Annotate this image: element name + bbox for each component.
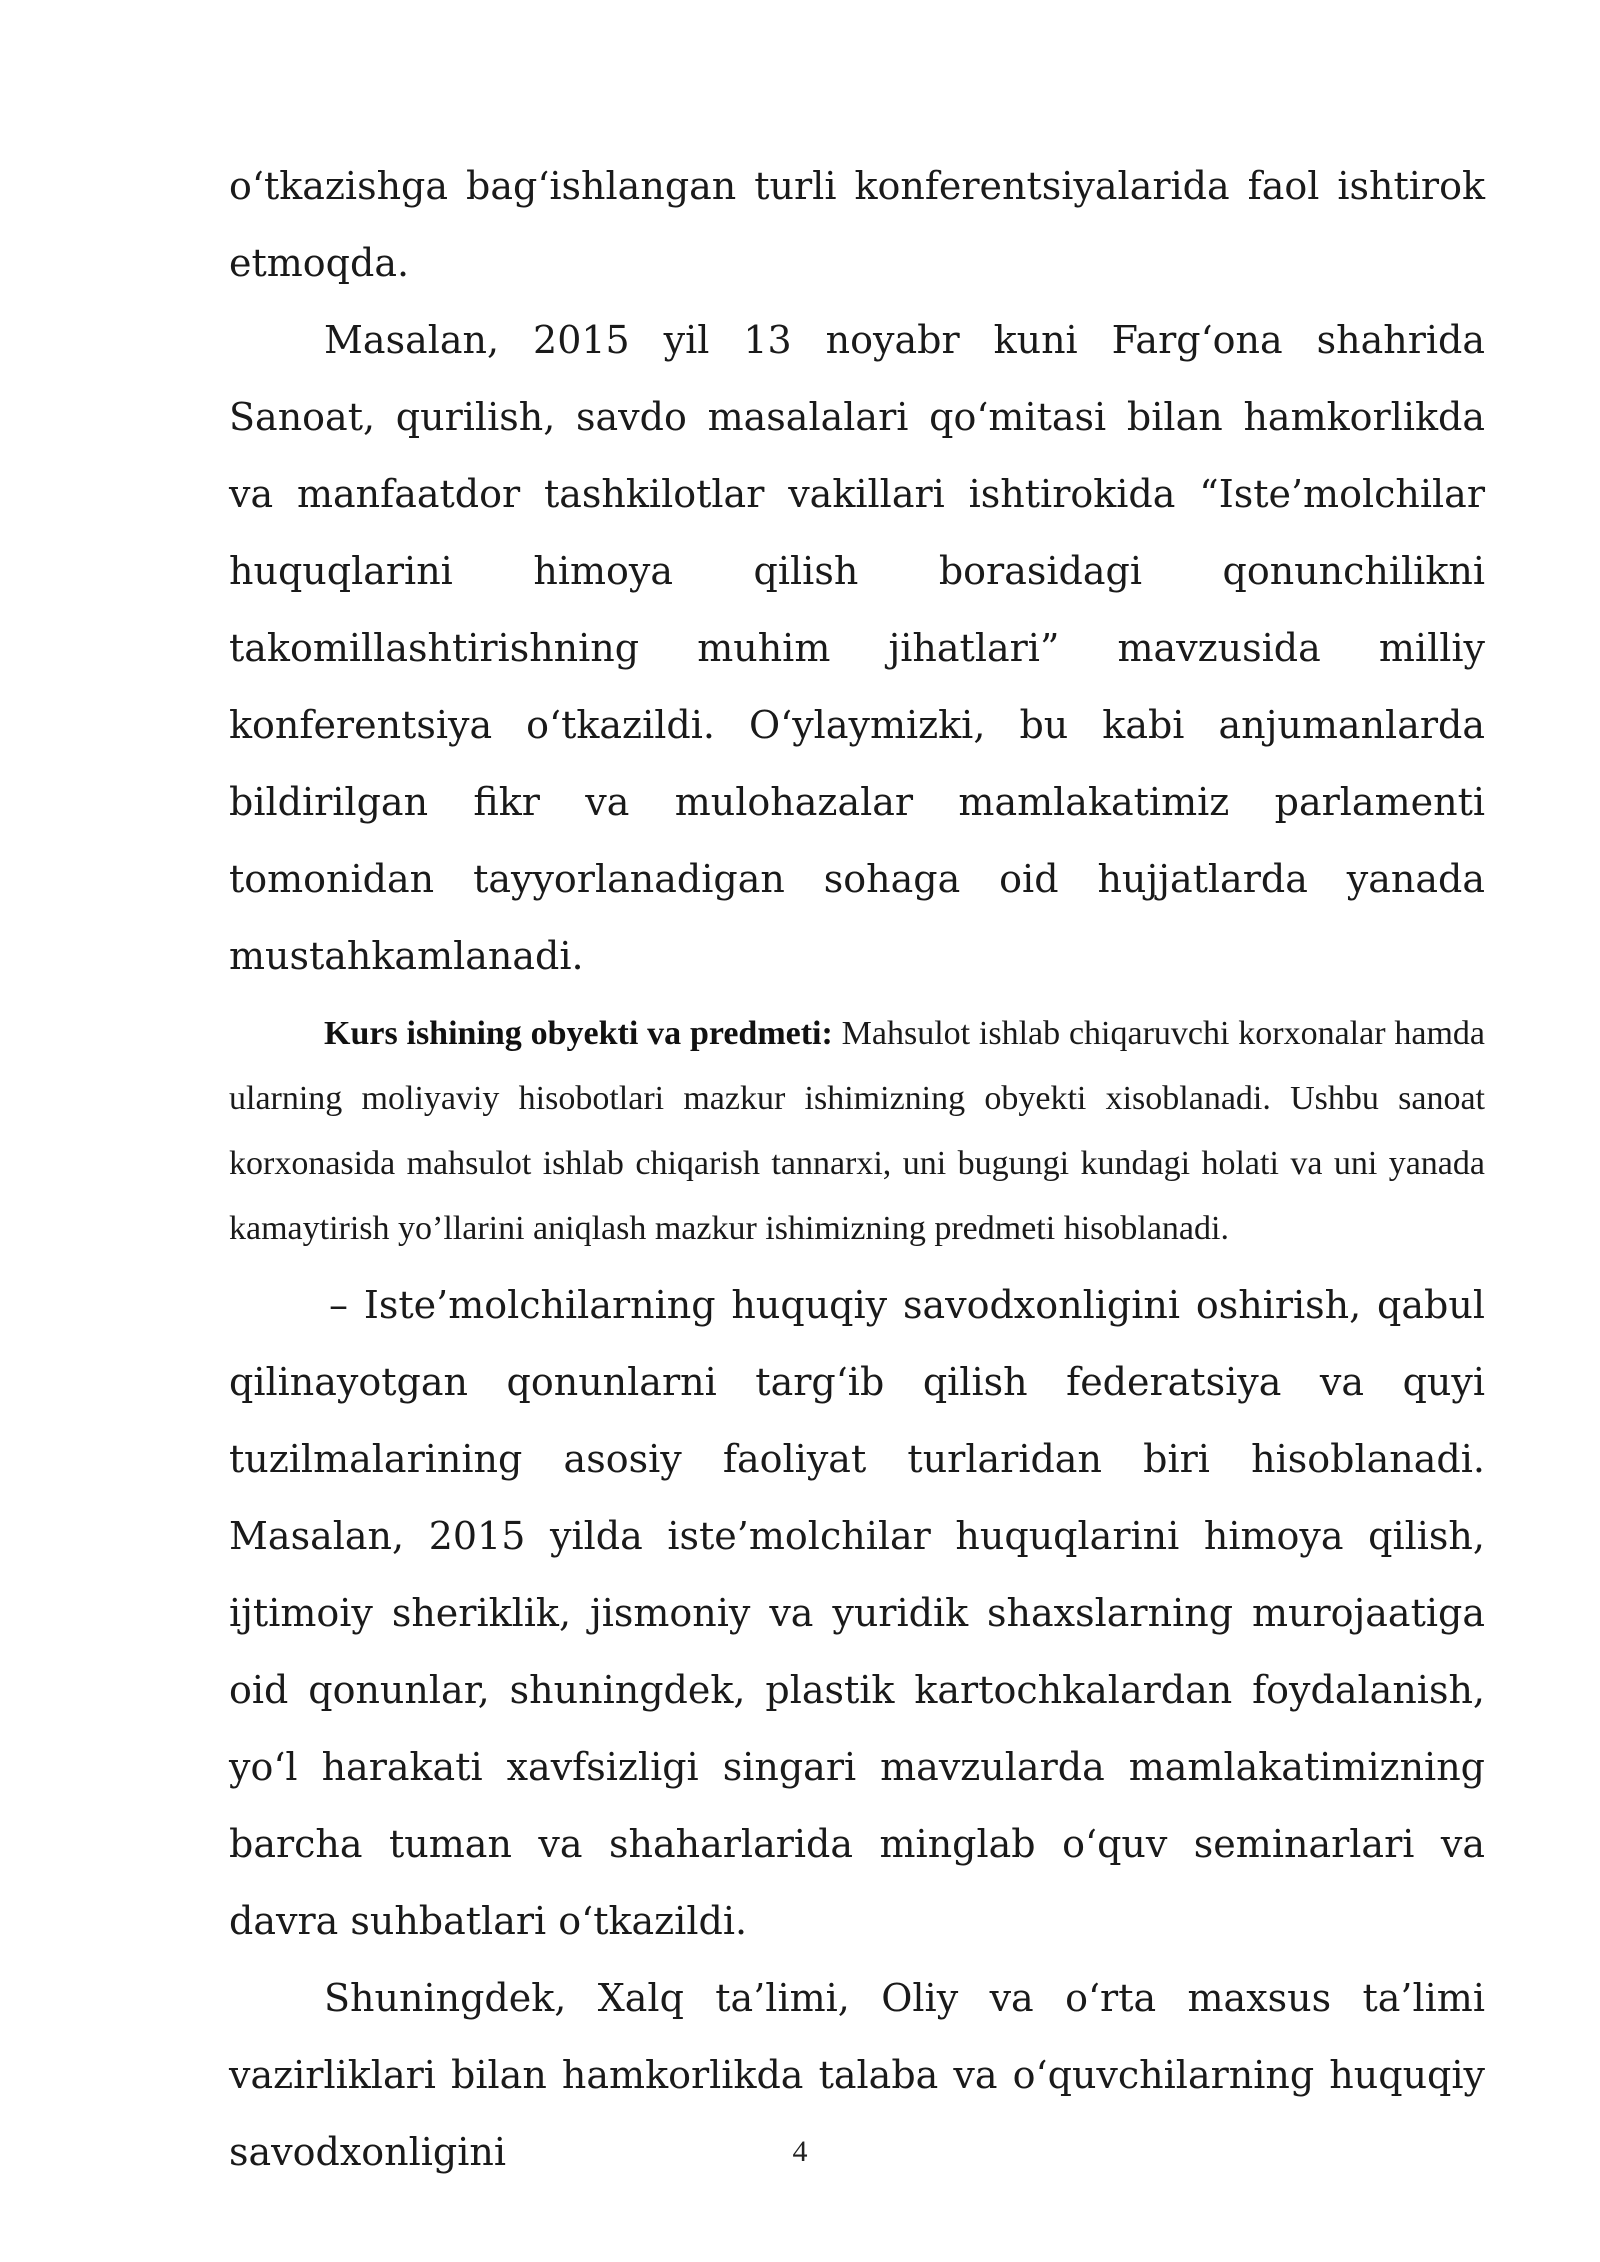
paragraph-ministries: Shuningdek, Xalq ta’limi, Oliy va o‘rta maxsus ta’limi vazirliklari bilan hamkorlikda talaba va o‘quvchilarning huquqiy savodxonligini (229, 1976, 1485, 2174)
paragraph-conference: Masalan, 2015 yil 13 noyabr kuni Farg‘ona shahrida Sanoat, qurilish, savdo masalalari qo‘mitasi bilan hamkorlikda va manfaatdor tashkilotlar vakillari ishtirokida “Iste’molchilar huquqlarini himoya qilish borasidagi qonunchilikni takomillashtirishning muhim jihatlari” mavzusida milliy konferentsiya o‘tkazildi. O‘ylaymizki, bu kabi anjumanlarda bildirilgan fikr va mulohazalar mamlakatimiz parlamenti tomonidan tayyorlanadigan sohaga oid hujjatlarda yanada mustahkamlanadi. (229, 318, 1485, 978)
course-object-text: Mahsulot ishlab chiqaruvchi korxonalar hamda ularning moliyaviy hisobotlari mazkur ishimizning obyekti xisoblanadi. Ushbu sanoat korxonasida mahsulot ishlab chiqarish tannarxi, uni bugungi kundagi holati va uni yanada kamaytirish yo’llarini aniqlash mazkur ishimizning predmeti hisoblanadi. (229, 1015, 1485, 1247)
text-body (229, 148, 1485, 2191)
paragraph-legal-literacy: – Iste’molchilarning huquqiy savodxonligini oshirish, qabul qilinayotgan qonunlarni targ‘ib qilish federatsiya va quyi tuzilmalarining asosiy faoliyat turlaridan biri hisoblanadi. Masalan, 2015 yilda iste’molchilar huquqlarini himoya qilish, ijtimoiy sheriklik, jismoniy va yuridik shaxslarning murojaatiga oid qonunlar, shuningdek, plastik kartochkalardan foydalanish, yo‘l harakati xavfsizligi singari mavzularda mamlakatimizning barcha tuman va shaharlarida minglab o‘quv seminarlari va davra suhbatlari o‘tkazildi. (229, 1283, 1485, 1943)
course-object-heading: Kurs ishining obyekti va predmeti: (324, 1015, 833, 1052)
paragraph-continuation: o‘tkazishga bag‘ishlangan turli konferentsiyalarida faol ishtirok etmoqda. (229, 164, 1485, 285)
paragraph-course-object (229, 1001, 1485, 1261)
page-number: 4 (792, 2135, 808, 2168)
